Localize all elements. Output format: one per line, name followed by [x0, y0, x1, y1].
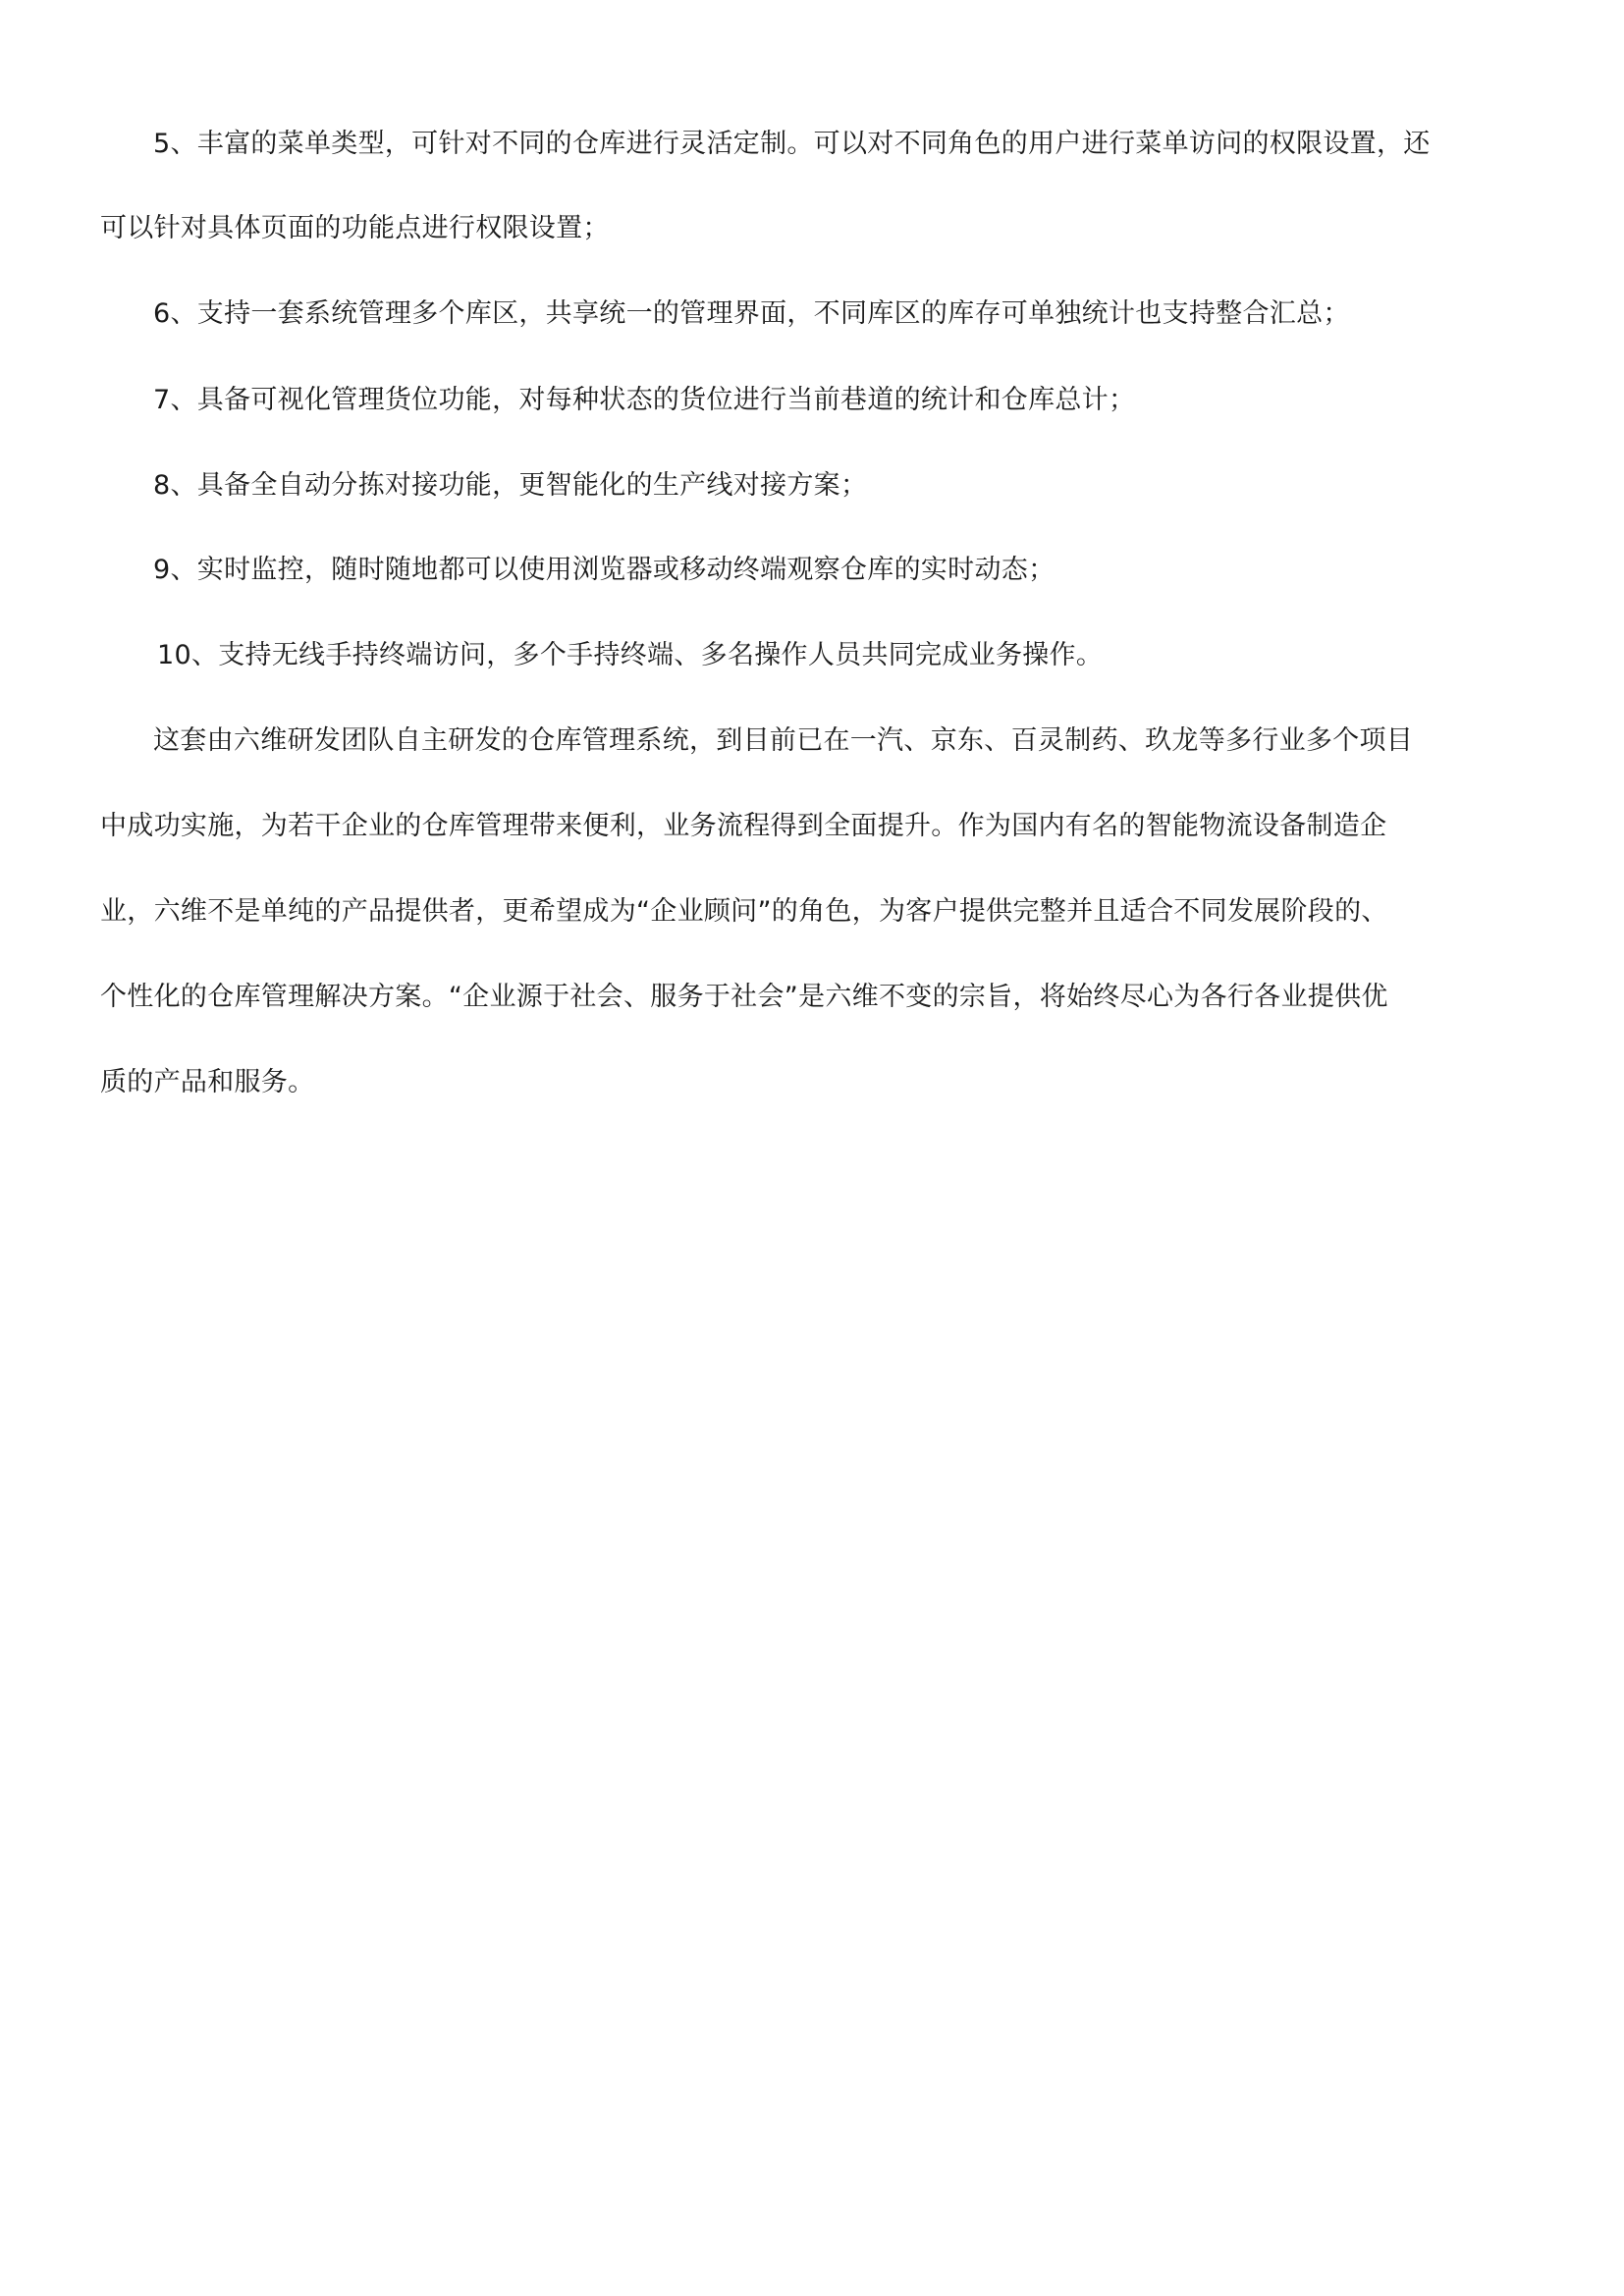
item-5-line-1: 5、丰富的菜单类型，可针对不同的仓库进行灵活定制。可以对不同角色的用户进行菜单访问的权限设置，还: [153, 129, 1431, 159]
summary-line-4: 个性化的仓库管理解决方案。“企业源于社会、服务于社会”是六维不变的宗旨，将始终尽心为各行各业提供优: [100, 982, 1388, 1012]
item-9: 9、实时监控，随时随地都可以使用浏览器或移动终端观察仓库的实时动态；: [153, 555, 1056, 585]
summary-line-1: 这套由六维研发团队自主研发的仓库管理系统，到目前已在一汽、京东、百灵制药、玖龙等多行业多个项目: [153, 725, 1414, 756]
summary-line-5: 质的产品和服务。: [100, 1067, 315, 1097]
item-8: 8、具备全自动分拣对接功能，更智能化的生产线对接方案；: [153, 470, 868, 501]
item-5-line-2: 可以针对具体页面的功能点进行权限设置；: [100, 213, 610, 243]
summary-line-3: 业，六维不是单纯的产品提供者，更希望成为“企业顾问”的角色，为客户提供完整并且适合不同发展阶段的、: [100, 896, 1388, 927]
item-10: 10、支持无线手持终端访问，多个手持终端、多名操作人员共同完成业务操作。: [157, 640, 1104, 670]
item-7: 7、具备可视化管理货位功能，对每种状态的货位进行当前巷道的统计和仓库总计；: [153, 385, 1136, 415]
summary-line-2: 中成功实施，为若干企业的仓库管理带来便利，业务流程得到全面提升。作为国内有名的智能物流设备制造企: [100, 811, 1387, 841]
item-6: 6、支持一套系统管理多个库区，共享统一的管理界面，不同库区的库存可单独统计也支持整合汇总；: [153, 298, 1350, 329]
